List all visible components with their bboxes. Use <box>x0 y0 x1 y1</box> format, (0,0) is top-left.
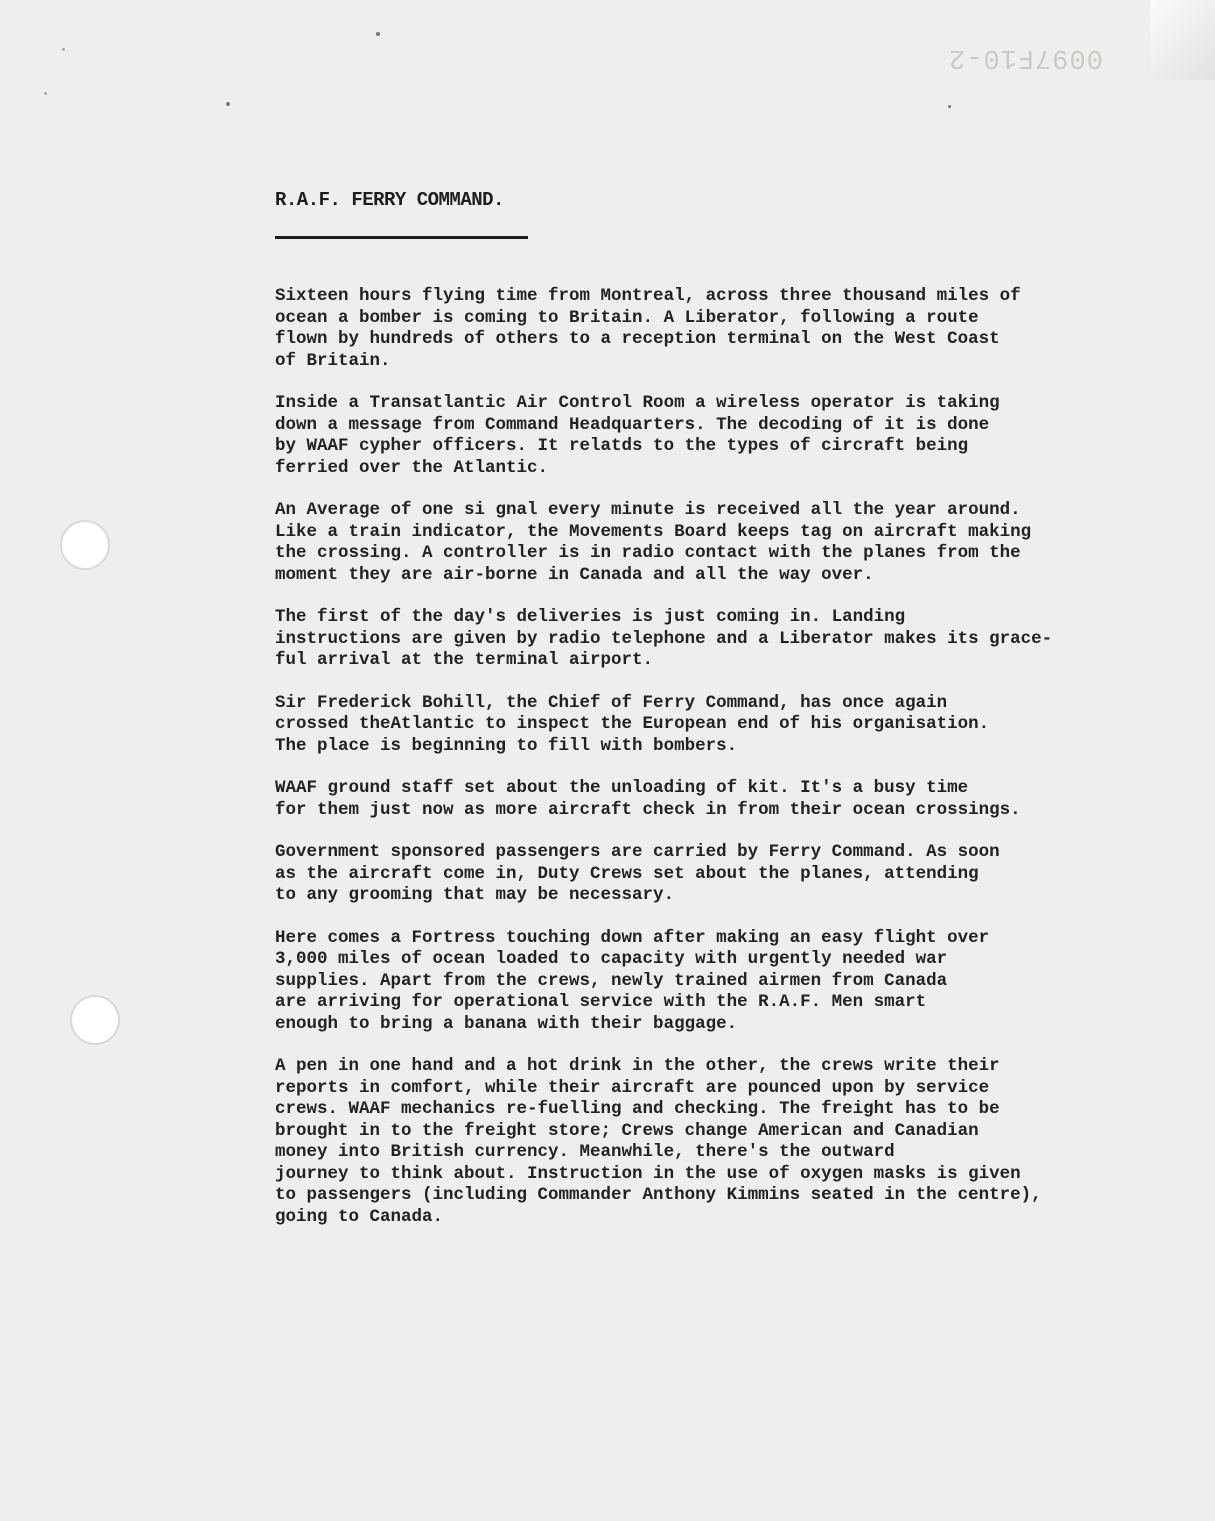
text-line: ferried over the Atlantic. <box>275 457 549 478</box>
text-line: flown by hundreds of others to a reception terminal on the West Coast <box>275 329 1000 349</box>
text-line: brought in to the freight store; Crews change American and Canadian <box>275 1120 979 1141</box>
text-line: to any grooming that may be necessary. <box>275 885 675 905</box>
text-line: The place is beginning to fill with bombers. <box>275 735 738 756</box>
ink-speck <box>62 48 65 51</box>
text-line: ful arrival at the terminal airport. <box>275 650 654 670</box>
paragraph <box>275 928 1185 1036</box>
punch-hole <box>70 995 120 1045</box>
paragraph <box>275 393 1185 479</box>
text-line: to passengers (including Commander Anthony Kimmins seated in the centre), <box>275 1185 1042 1205</box>
text-line: down a message from Command Headquarters. The decoding of it is done <box>275 414 990 435</box>
ink-speck <box>44 92 47 95</box>
ink-speck <box>226 102 230 106</box>
text-line: journey to think about. Instruction in the use of oxygen masks is given <box>275 1163 1021 1184</box>
text-line: An Average of one si gnal every minute is received all the year around. <box>275 500 1021 520</box>
text-line: the crossing. A controller is in radio contact with the planes from the <box>275 543 1021 563</box>
text-line: The first of the day's deliveries is just coming in. Landing <box>275 607 906 627</box>
paragraph <box>275 286 1185 372</box>
text-line: of Britain. <box>275 350 391 371</box>
text-line: ocean a bomber is coming to Britain. A Liberator, following a route <box>275 307 979 328</box>
text-line: instructions are given by radio telephone and a Liberator makes its grace- <box>275 628 1053 649</box>
text-line: supplies. Apart from the crews, newly trained airmen from Canada <box>275 970 948 991</box>
text-line: Sixteen hours flying time from Montreal, across three thousand miles of <box>275 286 1021 306</box>
text-line: for them just now as more aircraft check in from their ocean crossings. <box>275 799 1021 820</box>
paragraph <box>275 1056 1185 1228</box>
document-title: R.A.F. FERRY COMMAND. <box>275 189 504 211</box>
text-line: Sir Frederick Bohill, the Chief of Ferry Command, has once again <box>275 692 948 713</box>
text-line: Like a train indicator, the Movements Board keeps tag on aircraft making <box>275 521 1032 542</box>
text-line: A pen in one hand and a hot drink in the other, the crews write their <box>275 1056 1000 1076</box>
paragraph <box>275 607 1185 672</box>
folded-corner <box>1150 0 1215 80</box>
text-line: Inside a Transatlantic Air Control Room a wireless operator is taking <box>275 393 1000 413</box>
ink-speck <box>376 32 380 36</box>
text-line: are arriving for operational service with the R.A.F. Men smart <box>275 992 927 1012</box>
text-line: going to Canada. <box>275 1206 444 1227</box>
text-line: Government sponsored passengers are carried by Ferry Command. As soon <box>275 842 1000 862</box>
text-line: 3,000 miles of ocean loaded to capacity with urgently needed war <box>275 949 948 969</box>
reference-number: 0097F10-2 <box>948 42 1103 72</box>
text-line: crossed theAtlantic to inspect the European end of his organisation. <box>275 714 990 734</box>
paragraph <box>275 842 1185 907</box>
document-body <box>275 286 1185 1249</box>
text-line: WAAF ground staff set about the unloading of kit. It's a busy time <box>275 778 969 798</box>
text-line: as the aircraft come in, Duty Crews set about the planes, attending <box>275 863 979 884</box>
text-line: moment they are air-borne in Canada and all the way over. <box>275 564 874 585</box>
text-line: Here comes a Fortress touching down after making an easy flight over <box>275 927 990 948</box>
text-line: by WAAF cypher officers. It relatds to the types of circraft being <box>275 436 969 456</box>
text-line: money into British currency. Meanwhile, there's the outward <box>275 1142 895 1162</box>
paragraph <box>275 778 1185 821</box>
paragraph <box>275 693 1185 758</box>
ink-speck <box>948 105 951 108</box>
title-underline <box>275 236 528 239</box>
punch-hole <box>60 520 110 570</box>
text-line: reports in comfort, while their aircraft are pounced upon by service <box>275 1077 990 1098</box>
text-line: enough to bring a banana with their baggage. <box>275 1013 738 1034</box>
paragraph <box>275 500 1185 586</box>
text-line: crews. WAAF mechanics re-fuelling and checking. The freight has to be <box>275 1099 1000 1119</box>
